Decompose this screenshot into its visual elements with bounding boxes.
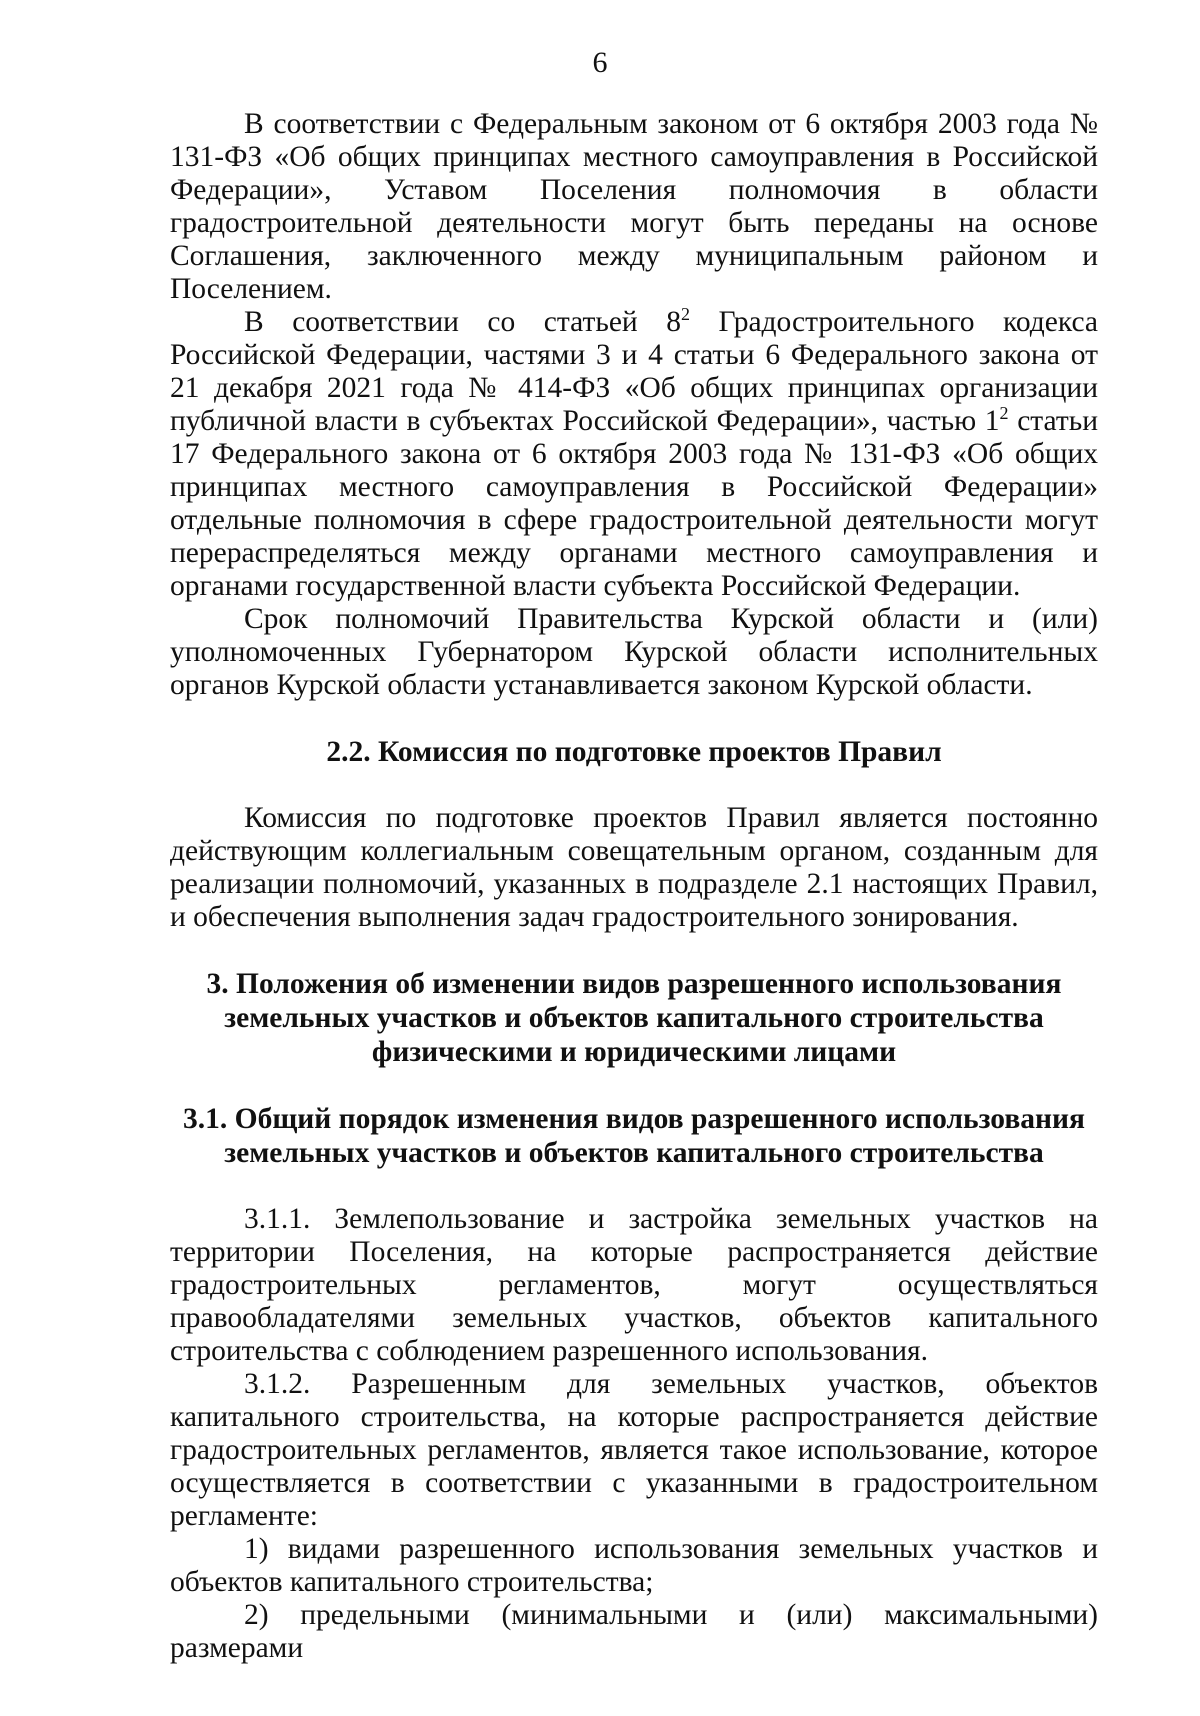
heading-2-2: 2.2. Комиссия по подготовке проектов Правил [326, 736, 942, 768]
heading-3-1-line-2: земельных участков и объектов капитального строительства [224, 1137, 1044, 1169]
page-number: 6 [592, 46, 608, 79]
paragraph-3-1-1: 3.1.1. Землепользование и застройка земельных участков на территории Поселения, на которые распространяется действие градостроительных регламентов, могут осуществляться правообладателями земельных участков, объектов капитального строительства с соблюдением разрешенного использования. [170, 1203, 1098, 1367]
paragraph-3-1-2: 3.1.2. Разрешенным для земельных участков, объектов капитального строительства, на которые распространяется действие градостроительных регламентов, является такое использование, которое осуществляется в соответствии с указанными в градостроительном регламенте: [170, 1368, 1098, 1532]
list-item-1: 1) видами разрешенного использования земельных участков и объектов капитального строительства; [170, 1533, 1098, 1598]
paragraph-powers-transfer: В соответствии с Федеральным законом от 6 октября 2003 года № 131-ФЗ «Об общих принципах местного самоуправления в Российской Федерации», Уставом Поселения полномочия в области градостроительной деятельности могут быть переданы на основе Соглашения, заключенного между муниципальным районом и Поселением. [170, 108, 1098, 305]
superscript-2: 2 [999, 403, 1009, 423]
list-item-2: 2) предельными (минимальными и (или) максимальными) размерами [170, 1599, 1098, 1664]
heading-3-line-2: земельных участков и объектов капитального строительства [224, 1002, 1044, 1034]
heading-3-line-3: физическими и юридическими лицами [371, 1036, 897, 1068]
paragraph-redistribution-part2: Градостроительного кодекса Российской Федерации, частями 3 и 4 статьи 6 Федерального закона от 21 декабря 2021 года № 414-ФЗ «Об общих принципах организации публичной власти в субъектах Российской Федерации», частью 1 [170, 306, 1099, 437]
heading-3-1-line-1: 3.1. Общий порядок изменения видов разрешенного использования [183, 1103, 1085, 1135]
paragraph-redistribution-part1: В соответствии со статьей 8 [244, 306, 681, 338]
paragraph-commission: Комиссия по подготовке проектов Правил является постоянно действующим коллегиальным совещательным органом, созданным для реализации полномочий, указанных в подразделе 2.1 настоящих Правил, и обеспечения выполнения задач градостроительного зонирования. [170, 802, 1098, 933]
paragraph-term-of-powers: Срок полномочий Правительства Курской области и (или) уполномоченных Губернатором Курской области исполнительных органов Курской области устанавливается законом Курской области. [170, 603, 1098, 701]
paragraph-redistribution-part3: статьи 17 Федерального закона от 6 октября 2003 года № 131-ФЗ «Об общих принципах местного самоуправления в Российской Федерации» отдельные полномочия в сфере градостроительной деятельности могут перераспределяться между органами местного самоуправления и органами государственной власти субъекта Российской Федерации. [170, 405, 1099, 602]
heading-3-line-1: 3. Положения об изменении видов разрешенного использования [206, 968, 1062, 1000]
superscript-1: 2 [680, 304, 690, 324]
document-body [170, 108, 1098, 1665]
paragraph-redistribution [170, 306, 1098, 603]
